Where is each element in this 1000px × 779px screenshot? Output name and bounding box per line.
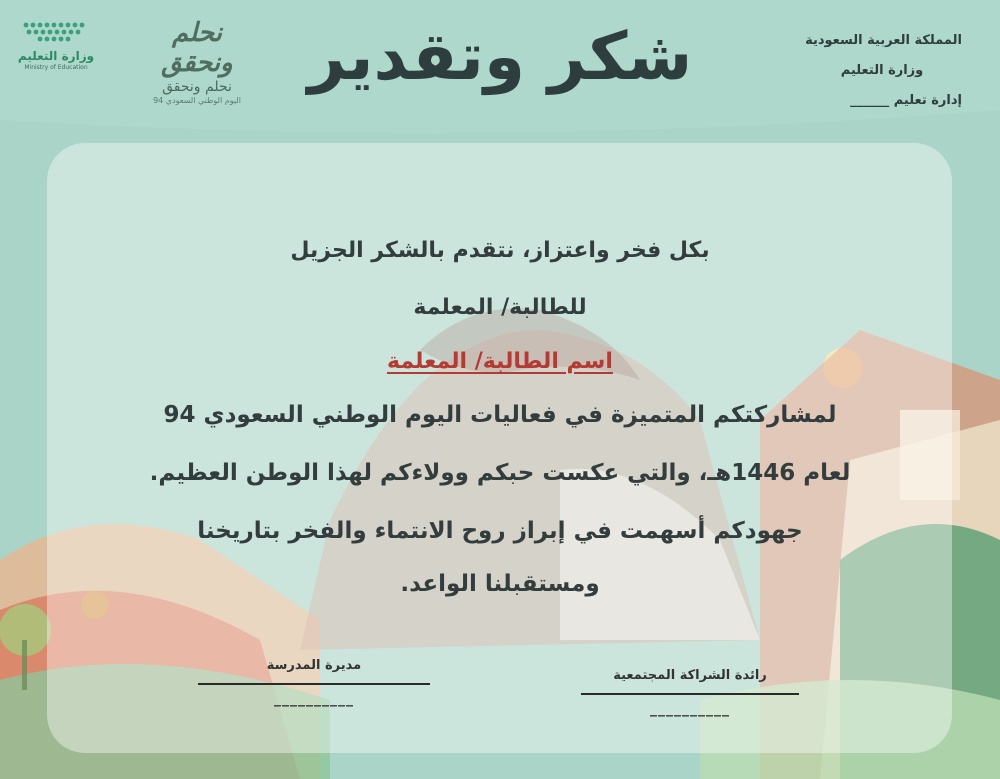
- moe-english-name: Ministry of Education: [24, 64, 88, 71]
- certificate-card: [47, 143, 952, 753]
- signature-principal-line: [198, 683, 430, 685]
- moe-dots-icon: [20, 20, 92, 42]
- national-day-slogan: نحلم ونحقق: [162, 79, 232, 95]
- signature-principal-role: مديرة المدرسة: [266, 658, 362, 673]
- certificate-title: شكر وتقدير: [307, 18, 693, 95]
- signature-partnership-leader: [581, 667, 799, 717]
- paragraph-line-2: لعام 1446هـ، والتي عكست حبكم وولاءكم لهذا الوطن العظيم.: [149, 460, 851, 486]
- header-institution-block: [762, 26, 962, 116]
- signature-partnership-role: رائدة الشراكة المجتمعية: [613, 668, 767, 683]
- kingdom-text: المملكة العربية السعودية: [805, 33, 962, 48]
- ministry-of-education-logo: [10, 20, 102, 90]
- signature-principal-placeholder: __________: [274, 691, 354, 707]
- intro-line: بكل فخر واعتزاز، نتقدم بالشكر الجزيل: [290, 238, 710, 263]
- national-day-caption: اليوم الوطني السعودي 94: [153, 96, 241, 105]
- signature-principal: [198, 657, 430, 707]
- national-day-calligraphy: نحلم ونحقق: [161, 18, 233, 78]
- recipient-label: للطالبة/ المعلمة: [413, 295, 587, 320]
- national-day-logo: [138, 10, 256, 105]
- signature-partnership-line: [581, 693, 799, 695]
- recipient-name: اسم الطالبة/ المعلمة: [387, 349, 613, 374]
- department-text: إدارة تعليم ______: [850, 93, 962, 108]
- moe-arabic-name: وزارة التعليم: [17, 49, 95, 63]
- ministry-text: وزارة التعليم: [840, 63, 924, 78]
- paragraph-line-1: لمشاركتكم المتميزة في فعاليات اليوم الوطني السعودي 94: [163, 402, 837, 428]
- paragraph-line-3: جهودكم أسهمت في إبراز روح الانتماء والفخر بتاريخنا: [197, 518, 803, 544]
- signature-partnership-placeholder: __________: [650, 701, 730, 717]
- paragraph-line-4: ومستقبلنا الواعد.: [400, 571, 600, 597]
